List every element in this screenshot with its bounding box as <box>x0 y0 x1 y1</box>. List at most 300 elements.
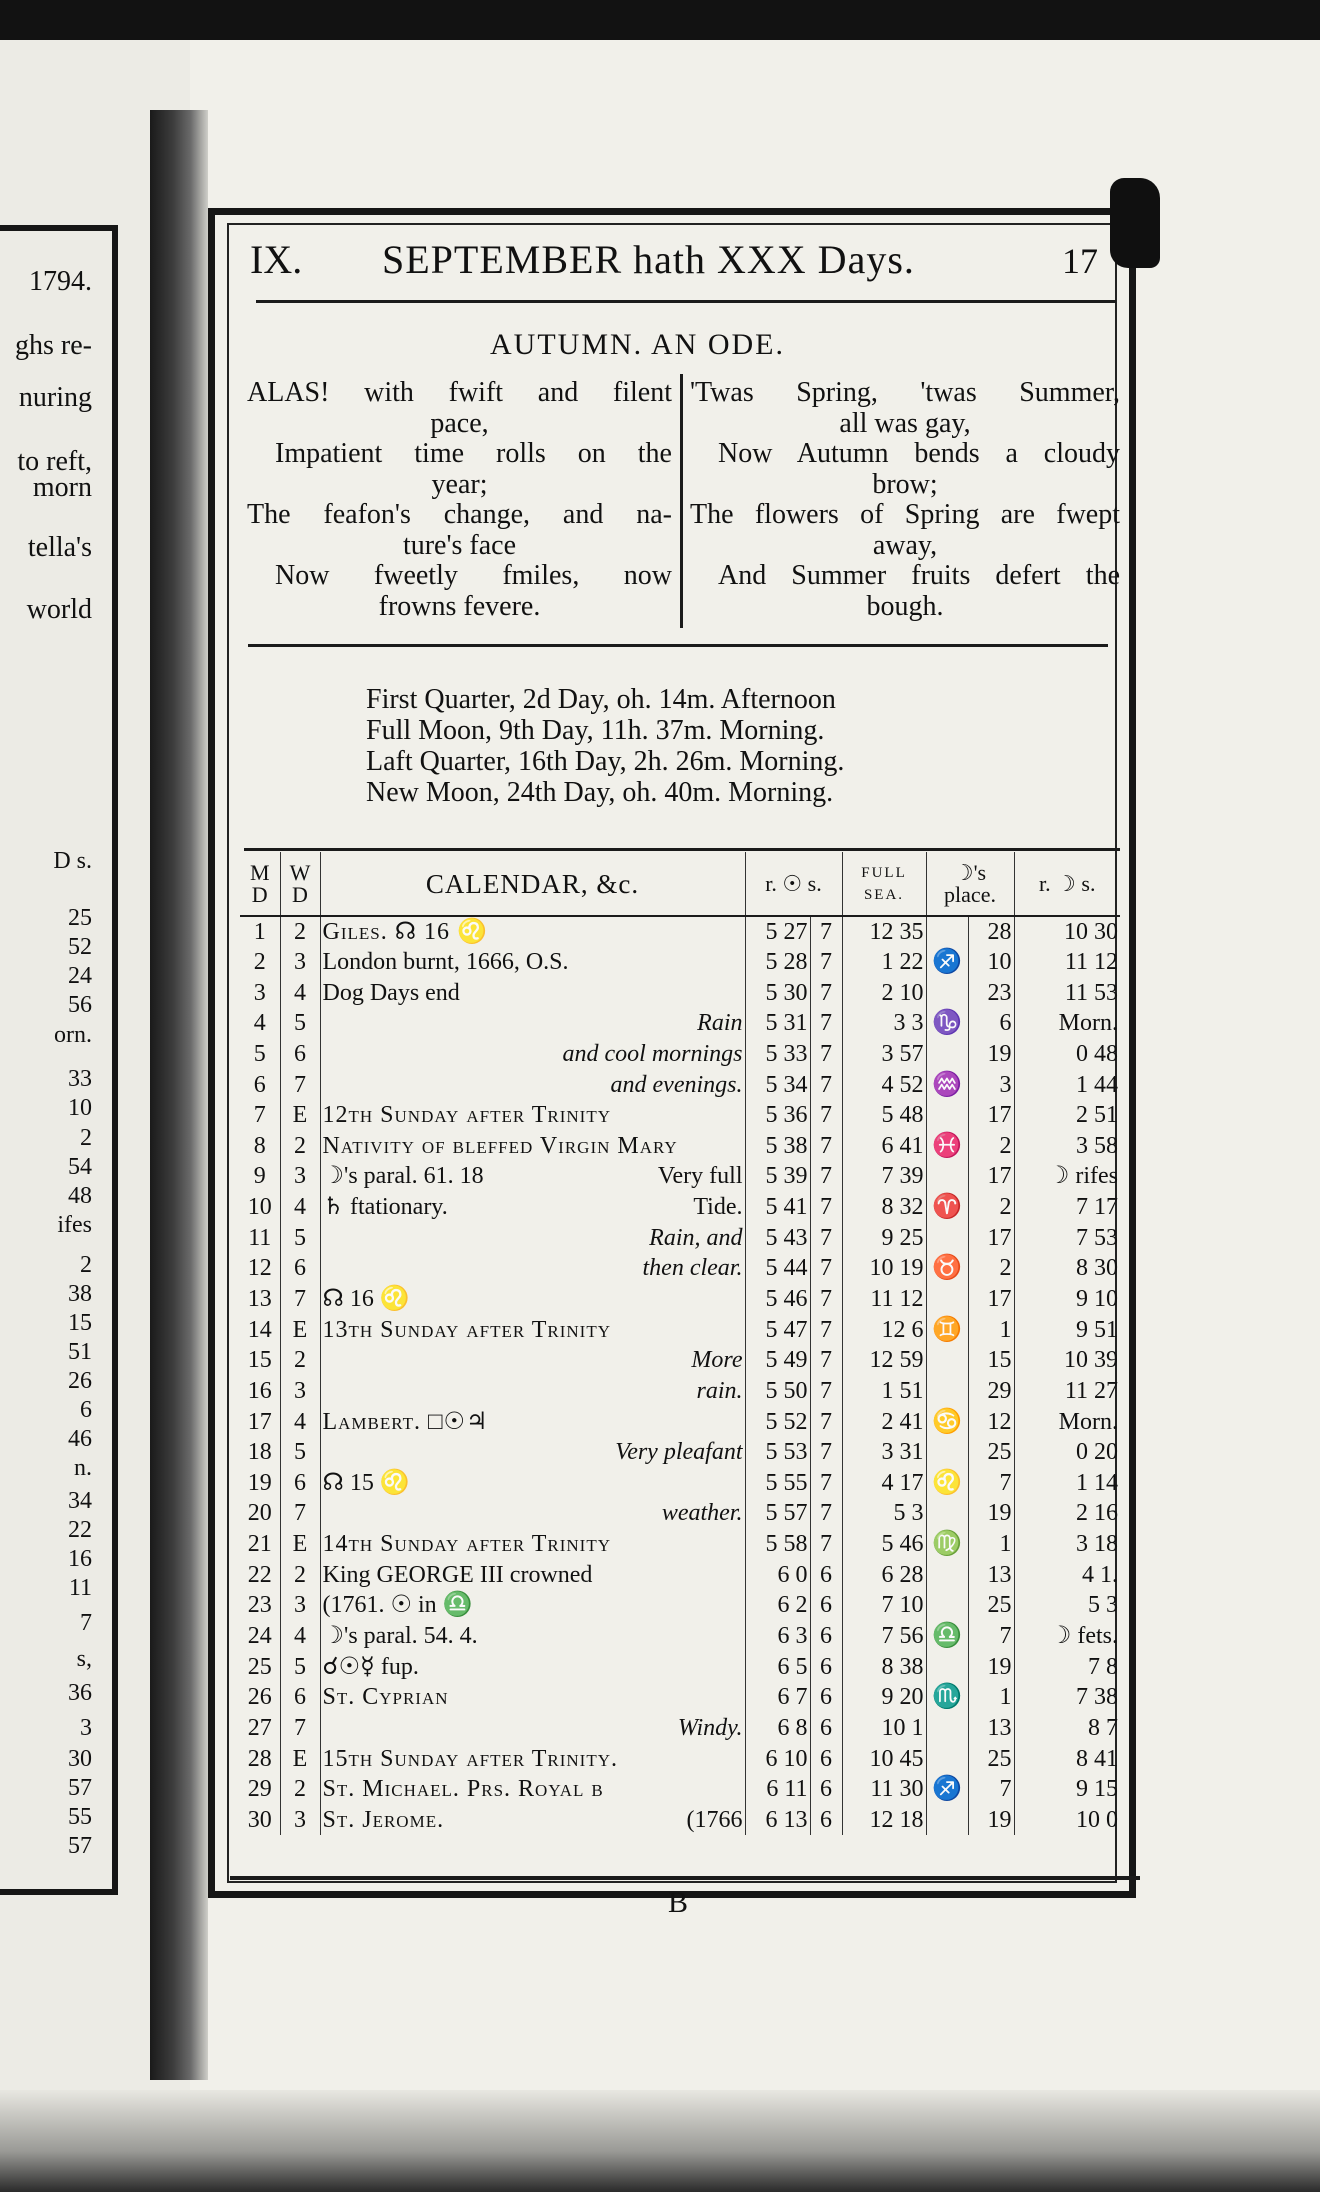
moon-place-cell: 19 <box>968 1651 1014 1682</box>
ode-line: Now fweetly fmiles, now <box>275 560 672 591</box>
calendar-cell <box>320 1284 745 1315</box>
sunrise-cell: 6 5 <box>745 1651 810 1682</box>
calendar-event: St. Cyprian <box>322 1684 449 1711</box>
calendar-event: Giles. ☊ 16 ♌ <box>322 918 488 945</box>
week-day-cell: 4 <box>280 977 320 1008</box>
calendar-cell <box>320 1192 745 1223</box>
month-day-cell: 1 <box>240 916 280 947</box>
ode-line: 'Twas Spring, 'twas Summer, <box>690 377 1120 408</box>
previous-page-line: 15 <box>68 1310 92 1336</box>
sunrise-cell: 5 53 <box>745 1437 810 1468</box>
moon-sign-cell <box>926 1559 968 1590</box>
calendar-cell <box>320 1529 745 1560</box>
weather-note: and evenings. <box>610 1071 743 1098</box>
week-day-cell: 2 <box>280 1774 320 1805</box>
full-sea-cell: 3 31 <box>842 1437 926 1468</box>
moon-rise-set-cell: 7 17 <box>1076 1194 1118 1221</box>
moon-rise-set-cell: 9 10 <box>1076 1286 1118 1312</box>
header-week-day: W D <box>280 852 320 916</box>
week-day-cell: 5 <box>280 1651 320 1682</box>
calendar-event: 12th Sunday after Trinity <box>322 1102 611 1129</box>
previous-page-line: 6 <box>80 1397 92 1423</box>
moon-rise-set-cell: 5 3 <box>1088 1592 1118 1619</box>
sunrise-cell: 6 7 <box>745 1682 810 1713</box>
calendar-cell <box>320 1008 745 1039</box>
sunrise-cell: 6 2 <box>745 1590 810 1621</box>
week-day-cell: 7 <box>280 1069 320 1100</box>
table-row <box>240 1529 1120 1560</box>
full-sea-cell: 1 22 <box>842 947 926 978</box>
table-header-row <box>240 852 1120 916</box>
table-row <box>240 1682 1120 1713</box>
table-row <box>240 1621 1120 1652</box>
month-day-cell: 5 <box>240 1039 280 1070</box>
sunset-cell: 7 <box>810 1406 842 1437</box>
moon-rise-set-cell: 10 30 <box>1064 918 1118 945</box>
previous-page-line: 2 <box>80 1252 92 1278</box>
ode-column-divider <box>680 374 683 628</box>
moon-rise-set-cell: 7 8 <box>1088 1653 1118 1680</box>
ode-left-column <box>247 378 672 622</box>
sunset-cell: 6 <box>810 1682 842 1713</box>
sunrise-cell: 5 46 <box>745 1284 810 1315</box>
moon-sign-cell <box>926 1713 968 1744</box>
previous-page-line: 48 <box>68 1183 92 1209</box>
sunrise-cell: 5 39 <box>745 1161 810 1192</box>
month-day-cell: 25 <box>240 1651 280 1682</box>
month-day-cell: 21 <box>240 1529 280 1560</box>
previous-page-line: nuring <box>18 382 92 413</box>
month-day-cell: 16 <box>240 1376 280 1407</box>
moon-rise-set-cell: ☽ rifes <box>1047 1163 1118 1190</box>
sunrise-cell: 5 57 <box>745 1498 810 1529</box>
previous-page-line: 52 <box>68 934 92 960</box>
calendar-cell <box>320 1774 745 1805</box>
month-day-cell: 27 <box>240 1713 280 1744</box>
calendar-cell <box>320 1713 745 1744</box>
weather-note: rain. <box>696 1377 743 1404</box>
full-sea-cell: 7 10 <box>842 1590 926 1621</box>
calendar-cell <box>320 1406 745 1437</box>
sunset-cell: 7 <box>810 916 842 947</box>
weather-note: Rain, and <box>649 1224 743 1251</box>
month-day-cell: 4 <box>240 1008 280 1039</box>
table-row <box>240 977 1120 1008</box>
previous-page-line: 36 <box>68 1680 92 1706</box>
calendar-cell <box>320 1559 745 1590</box>
moon-rise-set-cell: 11 53 <box>1064 979 1118 1006</box>
moon-sign-cell <box>926 1743 968 1774</box>
sunset-cell: 7 <box>810 1498 842 1529</box>
ode-title: AUTUMN. AN ODE. <box>490 328 785 361</box>
sunrise-cell: 5 44 <box>745 1253 810 1284</box>
previous-page-line: 57 <box>68 1775 92 1801</box>
calendar-cell <box>320 1130 745 1161</box>
calendar-cell <box>320 947 745 978</box>
previous-page-line: 26 <box>68 1368 92 1394</box>
signature-mark: B <box>668 1886 689 1919</box>
previous-page-line: 34 <box>68 1488 92 1514</box>
sunset-cell: 7 <box>810 1039 842 1070</box>
calendar-cell <box>320 1651 745 1682</box>
calendar-event: Lambert. □☉♃ <box>322 1408 489 1435</box>
moon-rise-set-cell: 4 1. <box>1082 1561 1118 1588</box>
previous-page-line: 22 <box>68 1517 92 1543</box>
moon-rise-set-cell: 9 51 <box>1076 1316 1118 1343</box>
full-sea-cell: 11 30 <box>842 1774 926 1805</box>
table-row <box>240 1805 1120 1836</box>
page-title: SEPTEMBER hath XXX Days. <box>382 237 915 282</box>
month-day-cell: 22 <box>240 1559 280 1590</box>
weather-note: (1766 <box>686 1806 743 1833</box>
full-sea-cell: 4 52 <box>842 1069 926 1100</box>
moon-rise-set-cell: Morn. <box>1058 1408 1118 1435</box>
calendar-cell <box>320 1682 745 1713</box>
week-day-cell: 4 <box>280 1406 320 1437</box>
calendar-event: ☊ 15 ♌ <box>322 1469 410 1496</box>
sunset-cell: 7 <box>810 1314 842 1345</box>
table-row <box>240 1345 1120 1376</box>
moon-place-cell: 7 <box>968 1468 1014 1499</box>
previous-page-line: 25 <box>68 905 92 931</box>
week-day-cell: 3 <box>280 947 320 978</box>
week-day-cell: 7 <box>280 1498 320 1529</box>
moon-sign-cell <box>926 1805 968 1836</box>
page-bottom-shadow <box>0 2090 1320 2192</box>
month-day-cell: 13 <box>240 1284 280 1315</box>
full-sea-cell: 12 6 <box>842 1314 926 1345</box>
calendar-cell <box>320 1437 745 1468</box>
sunrise-cell: 6 10 <box>745 1743 810 1774</box>
full-sea-cell: 1 51 <box>842 1376 926 1407</box>
sunrise-cell: 5 27 <box>745 916 810 947</box>
sunrise-cell: 5 50 <box>745 1376 810 1407</box>
header-rule <box>256 300 1116 303</box>
previous-page-line: 55 <box>68 1804 92 1830</box>
table-row <box>240 1590 1120 1621</box>
moon-sign-cell <box>926 1161 968 1192</box>
sunset-cell: 7 <box>810 1069 842 1100</box>
table-row <box>240 1222 1120 1253</box>
month-day-cell: 11 <box>240 1222 280 1253</box>
full-sea-cell: 5 46 <box>842 1529 926 1560</box>
sunset-cell: 7 <box>810 1192 842 1223</box>
sunset-cell: 7 <box>810 1222 842 1253</box>
week-day-cell: E <box>280 1529 320 1560</box>
previous-page-line: 3 <box>80 1715 92 1741</box>
full-sea-cell: 9 25 <box>842 1222 926 1253</box>
moon-sign-cell: ♋ <box>926 1406 968 1437</box>
weather-note: Tide. <box>693 1194 743 1221</box>
table-row <box>240 1406 1120 1437</box>
calendar-cell <box>320 1314 745 1345</box>
weather-note: More <box>691 1347 743 1374</box>
calendar-rows <box>240 916 1120 1835</box>
previous-page-line: 1794. <box>29 266 92 297</box>
week-day-cell: 6 <box>280 1039 320 1070</box>
week-day-cell: 6 <box>280 1253 320 1284</box>
calendar-event: ♄ ftationary. <box>322 1194 448 1221</box>
previous-page-line: 24 <box>68 963 92 989</box>
header-moon-place: ☽'s place. <box>926 852 1014 916</box>
moon-rise-set-cell: 3 58 <box>1076 1132 1118 1159</box>
moon-sign-cell <box>926 1222 968 1253</box>
calendar-event: Nativity of bleffed Virgin Mary <box>322 1132 678 1159</box>
moon-rise-set-cell: 1 44 <box>1076 1071 1118 1098</box>
month-day-cell: 15 <box>240 1345 280 1376</box>
sunrise-cell: 6 13 <box>745 1805 810 1836</box>
week-day-cell: 2 <box>280 1345 320 1376</box>
month-day-cell: 29 <box>240 1774 280 1805</box>
moon-sign-cell <box>926 916 968 947</box>
previous-page-line: 46 <box>68 1426 92 1452</box>
moon-place-cell: 25 <box>968 1590 1014 1621</box>
calendar-cell <box>320 1039 745 1070</box>
moon-rise-set-cell: 7 38 <box>1076 1684 1118 1711</box>
sunset-cell: 7 <box>810 1376 842 1407</box>
calendar-cell <box>320 1161 745 1192</box>
moon-place-cell: 12 <box>968 1406 1014 1437</box>
sunrise-cell: 5 43 <box>745 1222 810 1253</box>
moon-sign-cell <box>926 1651 968 1682</box>
moon-phase-line: New Moon, 24th Day, oh. 40m. Morning. <box>366 777 834 808</box>
table-row <box>240 1743 1120 1774</box>
moon-place-cell: 7 <box>968 1774 1014 1805</box>
month-day-cell: 19 <box>240 1468 280 1499</box>
moon-sign-cell <box>926 1345 968 1376</box>
ode-line: pace, <box>430 407 489 439</box>
moon-place-cell: 2 <box>968 1130 1014 1161</box>
moon-rise-set-cell: 8 7 <box>1088 1714 1118 1741</box>
calendar-cell <box>320 1376 745 1407</box>
calendar-event: St. Jerome. <box>322 1806 445 1833</box>
table-row <box>240 1100 1120 1131</box>
sunrise-cell: 5 52 <box>745 1406 810 1437</box>
moon-sign-cell: ♌ <box>926 1468 968 1499</box>
previous-page-line: 2 <box>80 1125 92 1151</box>
table-row <box>240 947 1120 978</box>
moon-sign-cell <box>926 1039 968 1070</box>
weather-note: and cool mornings <box>562 1040 743 1067</box>
full-sea-cell: 4 17 <box>842 1468 926 1499</box>
full-sea-cell: 7 56 <box>842 1621 926 1652</box>
full-sea-cell: 3 3 <box>842 1008 926 1039</box>
table-row <box>240 1161 1120 1192</box>
moon-sign-cell: ♊ <box>926 1314 968 1345</box>
moon-sign-cell: ♍ <box>926 1529 968 1560</box>
calendar-cell <box>320 1590 745 1621</box>
moon-rise-set-cell: ☽ fets. <box>1049 1623 1118 1650</box>
sunset-cell: 7 <box>810 1130 842 1161</box>
week-day-cell: 5 <box>280 1437 320 1468</box>
sunset-cell: 6 <box>810 1774 842 1805</box>
moon-phase-line: Laft Quarter, 16th Day, 2h. 26m. Morning. <box>366 746 845 777</box>
table-row <box>240 1039 1120 1070</box>
page-year: 17 <box>1062 241 1098 281</box>
month-day-cell: 8 <box>240 1130 280 1161</box>
moon-place-cell: 6 <box>968 1008 1014 1039</box>
calendar-cell <box>320 1253 745 1284</box>
month-day-cell: 23 <box>240 1590 280 1621</box>
moon-rise-set-cell: 2 51 <box>1076 1102 1118 1129</box>
previous-page-line: 10 <box>68 1095 92 1121</box>
sunrise-cell: 5 55 <box>745 1468 810 1499</box>
moon-sign-cell <box>926 1437 968 1468</box>
week-day-cell: 3 <box>280 1805 320 1836</box>
moon-sign-cell: ♎ <box>926 1621 968 1652</box>
previous-page-line: ghs re- <box>15 330 92 361</box>
ode-line: brow; <box>872 468 938 500</box>
previous-page-line: morn <box>32 472 92 503</box>
week-day-cell: 5 <box>280 1008 320 1039</box>
moon-place-cell: 25 <box>968 1743 1014 1774</box>
sunrise-cell: 6 11 <box>745 1774 810 1805</box>
week-day-cell: 6 <box>280 1682 320 1713</box>
table-row <box>240 1376 1120 1407</box>
moon-place-cell: 2 <box>968 1192 1014 1223</box>
calendar-event: ☌☉☿ fup. <box>322 1653 419 1680</box>
moon-rise-set-cell: 2 16 <box>1076 1500 1118 1527</box>
month-day-cell: 28 <box>240 1743 280 1774</box>
calendar-cell <box>320 1069 745 1100</box>
week-day-cell: E <box>280 1743 320 1774</box>
moon-sign-cell: ♒ <box>926 1069 968 1100</box>
sunrise-cell: 5 31 <box>745 1008 810 1039</box>
calendar-event: ☽'s paral. 61. 18 <box>322 1163 484 1190</box>
month-day-cell: 7 <box>240 1100 280 1131</box>
moon-place-cell: 1 <box>968 1314 1014 1345</box>
month-day-cell: 6 <box>240 1069 280 1100</box>
sunset-cell: 7 <box>810 1008 842 1039</box>
moon-rise-set-cell: 0 20 <box>1076 1439 1118 1466</box>
month-day-cell: 24 <box>240 1621 280 1652</box>
previous-page-line: 7 <box>80 1610 92 1636</box>
calendar-cell <box>320 916 745 947</box>
moon-sign-cell: ♏ <box>926 1682 968 1713</box>
moon-place-cell: 10 <box>968 947 1014 978</box>
moon-rise-set-cell: Morn. <box>1058 1010 1118 1037</box>
calendar-event: 14th Sunday after Trinity <box>322 1531 611 1558</box>
week-day-cell: 4 <box>280 1621 320 1652</box>
moon-rise-set-cell: 8 41 <box>1076 1745 1118 1772</box>
full-sea-cell: 7 39 <box>842 1161 926 1192</box>
previous-page-line: world <box>26 594 92 625</box>
full-sea-cell: 9 20 <box>842 1682 926 1713</box>
table-row <box>240 1314 1120 1345</box>
moon-sign-cell: ♐ <box>926 947 968 978</box>
week-day-cell: 3 <box>280 1590 320 1621</box>
ode-line: away, <box>872 529 938 561</box>
month-day-cell: 3 <box>240 977 280 1008</box>
moon-sign-cell <box>926 977 968 1008</box>
calendar-cell <box>320 977 745 1008</box>
previous-page-line: s, <box>76 1646 92 1672</box>
previous-page-line: 38 <box>68 1281 92 1307</box>
week-day-cell: 6 <box>280 1468 320 1499</box>
moon-phase-line: First Quarter, 2d Day, oh. 14m. Afternoon <box>366 684 836 715</box>
moon-place-cell: 17 <box>968 1161 1014 1192</box>
weather-note: Rain <box>697 1010 743 1037</box>
moon-sign-cell: ♉ <box>926 1253 968 1284</box>
moon-phase-line: Full Moon, 9th Day, 11h. 37m. Morning. <box>366 715 825 746</box>
month-day-cell: 2 <box>240 947 280 978</box>
ode-line: all was gay, <box>839 407 971 439</box>
weather-note: then clear. <box>642 1255 743 1282</box>
sunset-cell: 7 <box>810 1468 842 1499</box>
previous-page-line: 56 <box>68 992 92 1018</box>
week-day-cell: 2 <box>280 916 320 947</box>
moon-rise-set-cell: 7 53 <box>1076 1224 1118 1251</box>
previous-page-line: tella's <box>27 532 92 563</box>
sunset-cell: 6 <box>810 1590 842 1621</box>
month-day-cell: 20 <box>240 1498 280 1529</box>
week-day-cell: 7 <box>280 1713 320 1744</box>
sunset-cell: 6 <box>810 1621 842 1652</box>
calendar-event: London burnt, 1666, O.S. <box>322 948 569 975</box>
sunrise-cell: 5 41 <box>745 1192 810 1223</box>
month-day-cell: 26 <box>240 1682 280 1713</box>
sunrise-cell: 6 3 <box>745 1621 810 1652</box>
month-day-cell: 14 <box>240 1314 280 1345</box>
table-row <box>240 916 1120 947</box>
calendar-event: King GEORGE III crowned <box>322 1561 593 1588</box>
header-month-day: M D <box>240 852 280 916</box>
full-sea-cell: 3 57 <box>842 1039 926 1070</box>
calendar-event: 13th Sunday after Trinity <box>322 1316 611 1343</box>
header-moon-rise-set: r. ☽ s. <box>1014 852 1120 916</box>
sunrise-cell: 5 28 <box>745 947 810 978</box>
sunset-cell: 7 <box>810 1529 842 1560</box>
header-full-sea: FULL SEA. <box>842 852 926 916</box>
month-day-cell: 17 <box>240 1406 280 1437</box>
moon-place-cell: 17 <box>968 1100 1014 1131</box>
moon-place-cell: 23 <box>968 977 1014 1008</box>
sunrise-cell: 5 34 <box>745 1069 810 1100</box>
table-row <box>240 1498 1120 1529</box>
calendar-table <box>240 852 1120 1835</box>
weather-note: Very full <box>657 1163 743 1190</box>
week-day-cell: E <box>280 1314 320 1345</box>
month-day-cell: 30 <box>240 1805 280 1836</box>
ink-blot <box>1110 178 1160 268</box>
sunset-cell: 7 <box>810 1100 842 1131</box>
full-sea-cell: 10 1 <box>842 1713 926 1744</box>
previous-page-line: 57 <box>68 1833 92 1859</box>
previous-page-line: D s. <box>53 848 92 874</box>
sunset-cell: 7 <box>810 1345 842 1376</box>
sunset-cell: 6 <box>810 1559 842 1590</box>
book-gutter-shadow <box>150 110 208 2080</box>
week-day-cell: 3 <box>280 1161 320 1192</box>
week-day-cell: 2 <box>280 1559 320 1590</box>
week-day-cell: 2 <box>280 1130 320 1161</box>
ode-line: frowns fevere. <box>378 590 541 622</box>
table-row <box>240 1468 1120 1499</box>
full-sea-cell: 12 35 <box>842 916 926 947</box>
week-day-cell: 3 <box>280 1376 320 1407</box>
sunset-cell: 7 <box>810 1437 842 1468</box>
ode-line: Now Autumn bends a cloudy <box>718 438 1120 469</box>
calendar-cell <box>320 1621 745 1652</box>
full-sea-cell: 12 59 <box>842 1345 926 1376</box>
sunset-cell: 6 <box>810 1713 842 1744</box>
moon-sign-cell: ♓ <box>926 1130 968 1161</box>
sunset-cell: 7 <box>810 1284 842 1315</box>
week-day-cell: 4 <box>280 1192 320 1223</box>
moon-sign-cell <box>926 1376 968 1407</box>
previous-page-line: 54 <box>68 1154 92 1180</box>
calendar-cell <box>320 1498 745 1529</box>
